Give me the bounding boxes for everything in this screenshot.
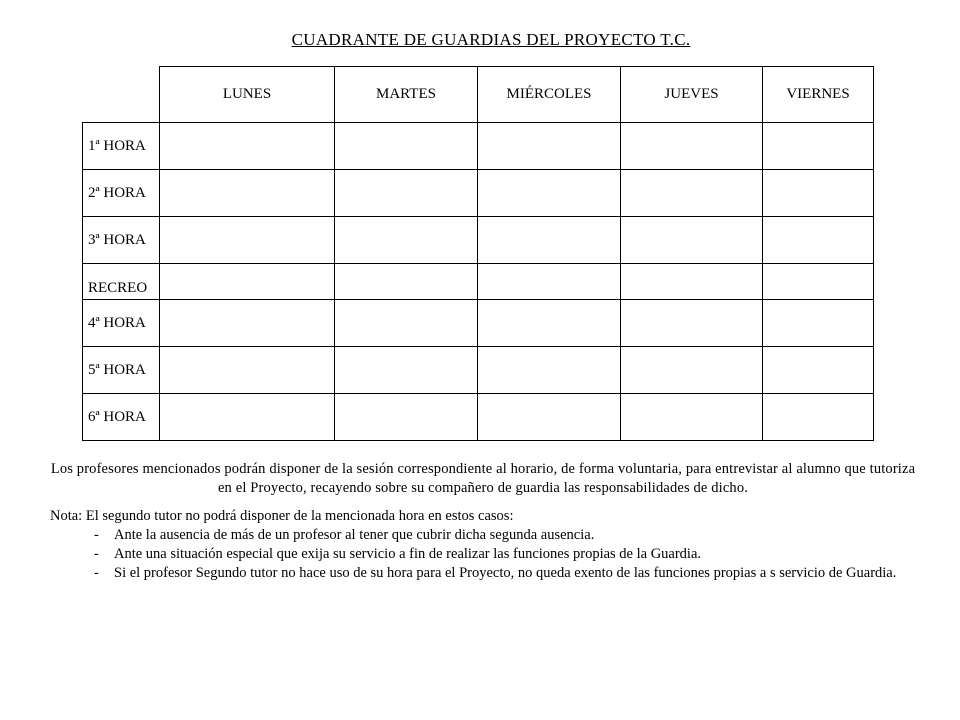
period-label: 2ª HORA	[83, 170, 160, 217]
list-item	[48, 564, 918, 583]
list-item-text: Ante la ausencia de más de un profesor al tener que cubrir dicha segunda ausencia.	[114, 527, 595, 543]
list-item-text: Ante una situación especial que exija su servicio a fin de realizar las funciones propias de la Guardia.	[114, 546, 702, 562]
table-row	[83, 300, 874, 347]
period-label: 6ª HORA	[83, 394, 160, 441]
list-item	[48, 526, 918, 545]
list-item	[48, 545, 918, 564]
schedule-cell	[763, 217, 874, 264]
schedule-cell	[478, 300, 621, 347]
day-header: VIERNES	[763, 67, 874, 123]
header-row	[83, 67, 874, 123]
table-row	[83, 123, 874, 170]
table-row	[83, 394, 874, 441]
list-item-text: Si el profesor Segundo tutor no hace uso de su hora para el Proyecto, no queda exento de las funciones propias a s servicio de Guardia.	[114, 565, 897, 581]
schedule-cell	[160, 123, 335, 170]
intro-paragraph: Los profesores mencionados podrán disponer de la sesión correspondiente al horario, de forma voluntaria, para entrevistar al alumno que tutoriza en el Proyecto, recayendo sobre su compañero de guardia las responsabilidades de dicho.	[50, 461, 916, 496]
schedule-cell	[763, 394, 874, 441]
schedule-cell	[160, 300, 335, 347]
notes-section	[48, 460, 918, 583]
schedule-cell	[478, 394, 621, 441]
table-row	[83, 170, 874, 217]
schedule-cell	[160, 264, 335, 300]
schedule-table-container	[82, 66, 874, 441]
schedule-cell	[335, 300, 478, 347]
schedule-cell	[335, 170, 478, 217]
table-row	[83, 264, 874, 300]
schedule-cell	[763, 170, 874, 217]
bullet-dash: -	[94, 527, 99, 543]
period-label: 5ª HORA	[83, 347, 160, 394]
schedule-cell	[478, 217, 621, 264]
document-title-container	[0, 30, 960, 50]
schedule-cell	[335, 217, 478, 264]
period-label: 1ª HORA	[83, 123, 160, 170]
schedule-cell	[160, 217, 335, 264]
schedule-table	[82, 66, 874, 441]
schedule-cell	[763, 347, 874, 394]
schedule-cell	[478, 123, 621, 170]
day-header: JUEVES	[621, 67, 763, 123]
period-label: 4ª HORA	[83, 300, 160, 347]
schedule-cell	[335, 394, 478, 441]
schedule-cell	[763, 264, 874, 300]
table-row	[83, 217, 874, 264]
schedule-cell	[621, 394, 763, 441]
period-label: RECREO	[83, 264, 160, 300]
bullet-dash: -	[94, 565, 99, 581]
schedule-cell	[335, 123, 478, 170]
nota-heading: Nota: El segundo tutor no podrá disponer de la mencionada hora en estos casos:	[50, 508, 514, 524]
schedule-cell	[160, 347, 335, 394]
schedule-cell	[160, 170, 335, 217]
schedule-cell	[335, 264, 478, 300]
day-header: MARTES	[335, 67, 478, 123]
schedule-cell	[763, 300, 874, 347]
period-label: 3ª HORA	[83, 217, 160, 264]
schedule-cell	[621, 264, 763, 300]
day-header: MIÉRCOLES	[478, 67, 621, 123]
schedule-cell	[621, 347, 763, 394]
bullet-dash: -	[94, 546, 99, 562]
schedule-cell	[621, 170, 763, 217]
schedule-cell	[335, 347, 478, 394]
schedule-cell	[478, 264, 621, 300]
day-header: LUNES	[160, 67, 335, 123]
schedule-cell	[478, 347, 621, 394]
schedule-cell	[478, 170, 621, 217]
schedule-cell	[621, 300, 763, 347]
schedule-cell	[763, 123, 874, 170]
corner-cell	[83, 67, 160, 123]
schedule-cell	[621, 217, 763, 264]
schedule-cell	[621, 123, 763, 170]
nota-list	[48, 526, 918, 583]
schedule-cell	[160, 394, 335, 441]
document-title: CUADRANTE DE GUARDIAS DEL PROYECTO T.C.	[291, 30, 691, 49]
table-row	[83, 347, 874, 394]
